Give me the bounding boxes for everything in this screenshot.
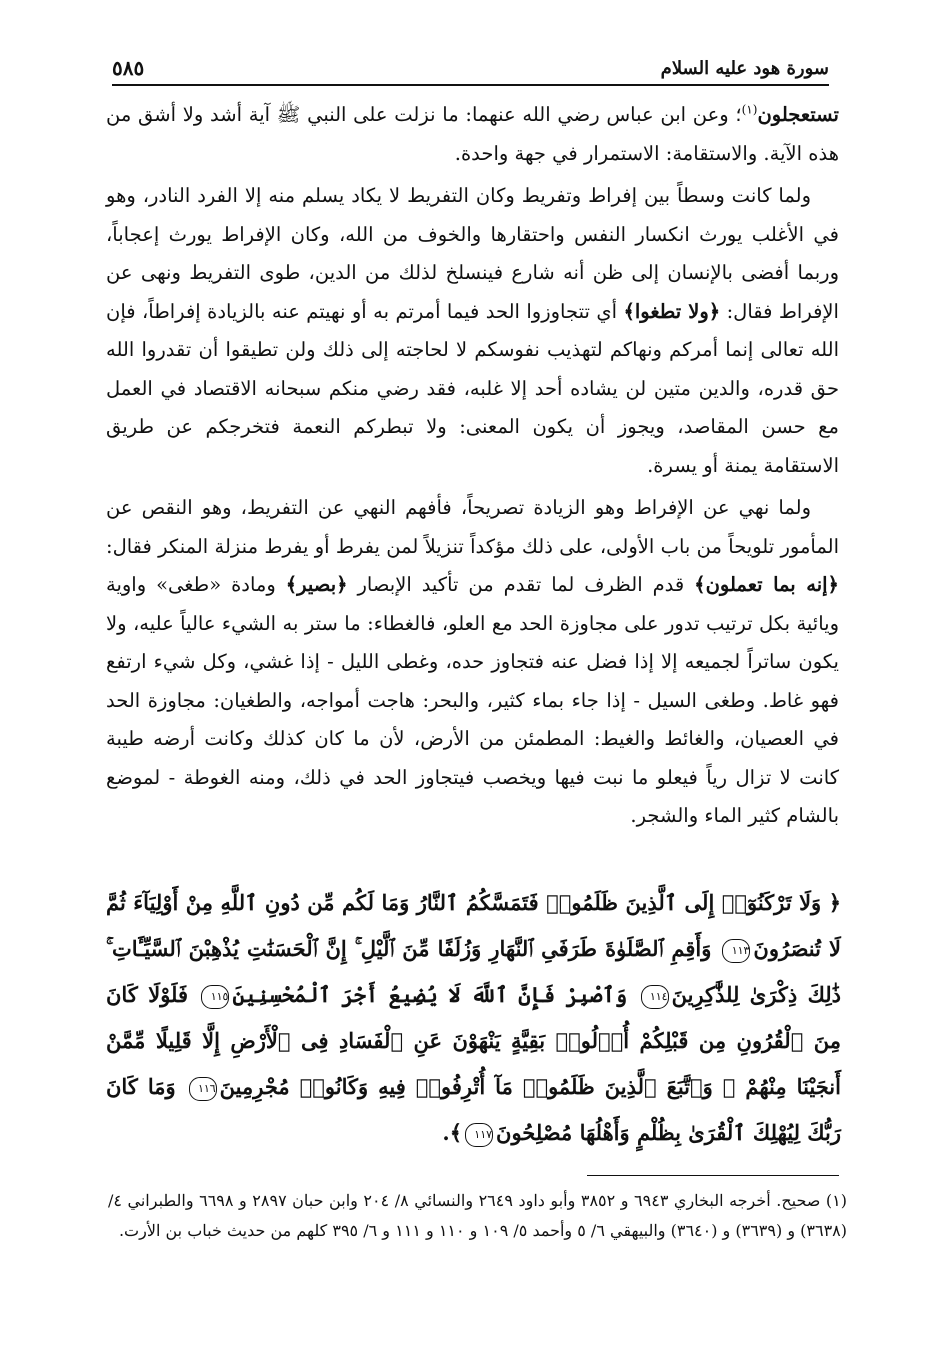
ayah-number-marker: ١١٥ [201, 985, 229, 1009]
verse-113: وَلَا تَرْكَنُوٓا۟ إِلَى ٱلَّذِينَ ظَلَمُوا۟ فَتَمَسَّكُمُ ٱلنَّارُ وَمَا لَكُم مِّن دُونِ ٱللَّهِ مِنْ أَوْلِيَآءَ ثُمَّ لَا تُنصَرُونَ [106, 890, 841, 961]
paragraph-1 [106, 96, 839, 173]
quote-wa-la-tatghaw: ﴿ولا تطغوا﴾ [623, 299, 721, 323]
commentary-text [106, 96, 839, 840]
quran-verses [106, 880, 841, 1156]
paragraph-text: ولما نهي عن الإفراط وهو الزيادة تصريحاً، فأفهم النهي عن التفريط، وهو النقص عن المأمور تلويحاً من باب الأولى، على ذلك مؤكداً تنزيلاً لمن يفرط أو يفرط منزلة المنكر فقال: [106, 496, 839, 558]
ayah-number-marker: ١١٦ [189, 1077, 217, 1101]
paragraph-text: قدم الظرف لما تقدم من تأكيد الإبصار [347, 573, 695, 596]
surah-title: سورة هود عليه السلام [660, 58, 829, 79]
page-number: ٥٨٥ [112, 56, 145, 80]
paragraph-3 [106, 489, 839, 836]
footnote: (١) صحيح. أخرجه البخاري ٦٩٤٣ و ٣٨٥٢ وأبو داود ٢٦٤٩ والنسائي ٨/ ٢٠٤ وابن حبان ٢٨٩٧ و ٦٦٩٨ والطبراني ٤/ (٣٦٣٨) و (٣٦٣٩) و (٣٦٤٠) والبيهقي ٦/ ٥ وأحمد ٥/ ١٠٩ و ١١٠ و ١١١ و ٦/ ٣٩٥ كلهم من حديث خباب بن الأرت. [108, 1191, 848, 1240]
running-header [112, 52, 829, 86]
quote-basir: ﴿بصير﴾ [285, 573, 348, 596]
verse-117: وَمَا كَانَ رَبُّكَ لِيُهْلِكَ ٱلْقُرَىٰ بِظُلْمٍ وَأَهْلُهَا مُصْلِحُونَ [106, 1074, 841, 1145]
ornate-bracket-close: ﴾. [442, 1120, 463, 1145]
ayah-number-marker: ١١٤ [641, 985, 669, 1009]
footnote-ref[interactable]: (١) [741, 102, 758, 117]
quote-innahu-bima-tamalun: ﴿إنه بما تعملون﴾ [694, 573, 839, 596]
verse-116: فَلَوْلَا كَانَ مِنَ ٱلْقُرُونِ مِن قَبْلِكُمْ أُو۟لُوا۟ بَقِيَّةٍ يَنْهَوْنَ عَنِ ٱلْفَسَادِ فِى ٱلْأَرْضِ إِلَّا قَلِيلًا مِّمَّنْ أَنجَيْنَا مِنْهُمْ ۗ وَٱتَّبَعَ ٱلَّذِينَ ظَلَمُوا۟ مَآ أُتْرِفُوا۟ فِيهِ وَكَانُوا۟ مُجْرِمِينَ [106, 982, 841, 1099]
paragraph-text: ومادة «طغى» واوية ويائية بكل ترتيب تدور على مجاوزة الحد مع العلو، فالغطاء: ما ستر به الشيء عالياً عليه، ولا يكون ساتراً لجميعه إلا إذا فضل عنه فتجاوز حده، وغطى الليل - إذا غشي، وكل شيء ارتفع فهو غاط. وطغى السيل - إذا جاء بماء كثير، والبحر: هاجت أمواجه، والطغيان: مجاوزة الحد في العصيان، والغائط والغيط: المطمئن من الأرض، لأن ما كان كذلك وكانت أرضه طيبة كانت لا تزال رياً فيعلو ما نبت فيها ويخصب فيتجاوز الحد في ذلك، ومنه الغوطة - لموضع بالشام كثير الماء والشجر. [106, 573, 839, 827]
paragraph-text: أي تتجاوزوا الحد فيما أمرتم به أو نهيتم عنه بالزيادة إفراطاً، فإن الله تعالى إنما أمركم ونهاكم لتهذيب نفوسكم لا لحاجته إلى ذلك ولن تطيقوا أن تقدروا الله حق قدره، والدين متين لن يشاده أحد إلا غلبه، فقد رضي منكم سبحانه الاقتصاد في العمل مع حسن المقاصد، ويجوز أن يكون المعنى: ولا تبطركم النعمة فتخرجكم عن طريق الاستقامة يمنة أو يسرة. [106, 299, 839, 477]
verse-115: وَٱصْبِرْ فَإِنَّ ٱللَّهَ لَا يُضِيعُ أَجْرَ ٱلْمُحْسِنِينَ [232, 982, 628, 1007]
paragraph-2 [106, 177, 839, 485]
ayah-number-marker: ١١٣ [722, 939, 750, 963]
ornate-bracket-open: ﴿ [828, 890, 841, 915]
paragraph-text: ؛ وعن ابن عباس رضي الله عنهما: ما نزلت على النبي ﷺ آية أشد ولا أشق من هذه الآية. والاستقامة: الاستمرار في جهة واحدة. [106, 103, 839, 165]
keyword-tastajilun: تستعجلون [757, 103, 839, 126]
verse-114: وَأَقِمِ ٱلصَّلَوٰةَ طَرَفَىِ ٱلنَّهَارِ وَزُلَفًا مِّنَ ٱلَّيْلِ ۚ إِنَّ ٱلْحَسَنَٰتِ يُذْهِبْنَ ٱلسَّيِّـَٔاتِ ۚ ذَٰلِكَ ذِكْرَىٰ لِلذَّٰكِرِينَ [106, 936, 842, 1007]
footnote-divider [587, 1175, 839, 1176]
ayah-number-marker: ١١٧ [465, 1123, 493, 1147]
paragraph-text: ولما كانت وسطاً بين إفراط وتفريط وكان التفريط لا يكاد يسلم منه إلا الفرد النادر، وهو في الأغلب يورث انكسار النفس واحتقارها والخوف من الله، وكان الإفراط يورث إعجاباً، وربما أفضى بالإنسان إلى ظن أنه شارع فينسلخ لذلك من الدين، طوى التفريط ونهى عن الإفراط فقال: [106, 184, 839, 323]
